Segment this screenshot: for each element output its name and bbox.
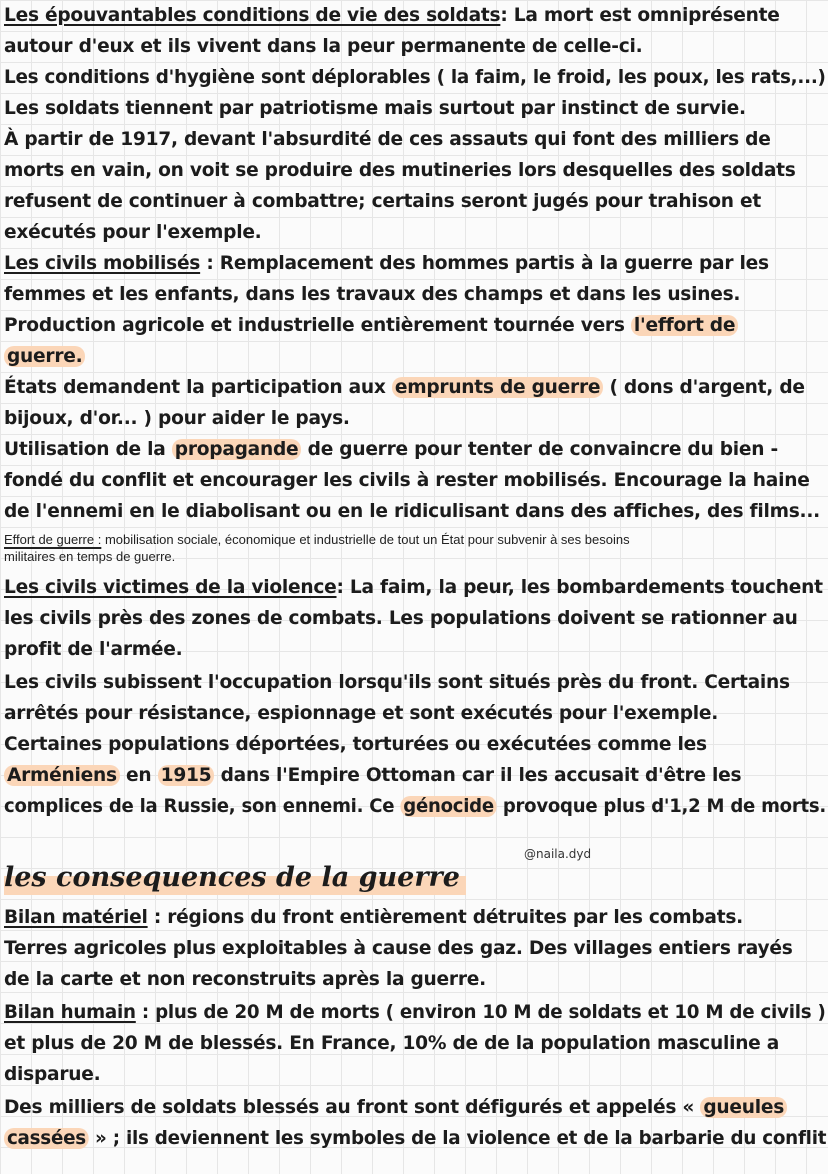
text: : Remplacement des hommes partis à la guerre par les [200, 253, 769, 274]
text: ( dons d'argent, de [603, 377, 805, 398]
line-17: de l'ennemi en le diabolisant ou en le ridiculisant dans des affiches, des films... [4, 501, 820, 522]
line-m1 [4, 902, 743, 933]
line-8: exécutés pour l'exemple. [4, 222, 262, 243]
line-19: les civils près des zones de combats. Les populations doivent se rationner au [4, 608, 798, 629]
text: La faim, la peur, les bombardements touchent [343, 577, 823, 598]
line-24 [4, 760, 741, 791]
line-25 [4, 791, 826, 822]
line-20: profit de l'armée. [4, 639, 183, 660]
heading-civils-victimes: Les civils victimes de la violence [4, 577, 337, 598]
line-16: fondé du conflit et encourager les civils à rester mobilisés. Encourage la haine [4, 470, 810, 491]
line-15 [4, 434, 778, 465]
heading-bilan-materiel: Bilan matériel [4, 907, 148, 928]
line-13 [4, 372, 805, 403]
highlight-genocide: génocide [400, 796, 496, 817]
definition-term: Effort de guerre : [4, 532, 102, 547]
text: La mort est omniprésente [507, 5, 780, 26]
highlight-guerre: guerre. [4, 346, 85, 367]
definition-line-2: militaires en temps de guerre. [4, 549, 176, 564]
line-22: arrêtés pour résistance, espionnage et sont exécutés pour l'exemple. [4, 703, 719, 724]
line-h1 [4, 997, 826, 1028]
highlight-effort-de-guerre: l'effort de [631, 315, 738, 336]
line-m3: de la carte et non reconstruits après la guerre. [4, 969, 486, 990]
line-6: morts en vain, on voit se produire des mutineries lors desquelles des soldats [4, 160, 796, 181]
line-11 [4, 310, 738, 341]
line-12 [4, 341, 85, 372]
text: Des milliers de soldats blessés au front sont défigurés et appelés « [4, 1097, 701, 1118]
line-18: Les civils victimes de la violence: La faim, la peur, les bombardements touchent [4, 577, 823, 598]
line-h2: et plus de 20 M de blessés. En France, 10% de de la population masculine a [4, 1033, 780, 1054]
line-h4 [4, 1092, 787, 1123]
highlight-armeniens: Arméniens [4, 765, 120, 786]
highlight-1915: 1915 [158, 765, 215, 786]
heading-bilan-humain: Bilan humain [4, 1002, 136, 1023]
highlight-gueules: gueules [700, 1097, 787, 1118]
definition-text: mobilisation sociale, économique et industrielle de tout un État pour subvenir à ses besoins [101, 532, 630, 547]
highlight-emprunts: emprunts de guerre [392, 377, 603, 398]
line-7: refusent de continuer à combattre; certains seront jugés pour trahison et [4, 191, 761, 212]
text: : régions du front entièrement détruites par les combats. [147, 907, 743, 928]
line-5: À partir de 1917, devant l'absurdité de ces assauts qui font des milliers de [4, 129, 771, 150]
section-title-consequences: les consequences de la guerre [4, 858, 466, 898]
line-10: femmes et les enfants, dans les travaux des champs et dans les usines. [4, 284, 741, 305]
text: en [119, 765, 158, 786]
definition-line-1 [4, 531, 630, 548]
line-23: Certaines populations déportées, torturées ou exécutées comme les [4, 734, 707, 755]
highlight-propagande: propagande [172, 439, 302, 460]
text: Utilisation de la [4, 439, 172, 460]
text: Production agricole et industrielle entièrement tournée vers [4, 315, 631, 336]
line-m2: Terres agricoles plus exploitables à cause des gaz. Des villages entiers rayés [4, 938, 793, 959]
text: : plus de 20 M de morts ( environ 10 M de soldats et 10 M de civils ) [135, 1002, 826, 1023]
line-h3: disparue. [4, 1064, 101, 1085]
author-signature: @naila.dyd [524, 847, 592, 861]
line-2: autour d'eux et ils vivent dans la peur permanente de celle-ci. [4, 36, 643, 57]
line-1: Les épouvantables conditions de vie des soldats: La mort est omniprésente [4, 5, 780, 26]
highlight-cassees: cassées [4, 1128, 89, 1149]
line-h5 [4, 1123, 826, 1154]
text: dans l'Empire Ottoman car il les accusait d'être les [214, 765, 742, 786]
text: » ; ils deviennent les symboles de la violence et de la barbarie du conflit [88, 1128, 827, 1149]
line-9 [4, 248, 769, 279]
text: États demandent la participation aux [4, 377, 392, 398]
line-14: bijoux, d'or... ) pour aider le pays. [4, 408, 350, 429]
line-21: Les civils subissent l'occupation lorsqu'ils sont situés près du front. Certains [4, 672, 790, 693]
line-3: Les conditions d'hygiène sont déplorables ( la faim, le froid, les poux, les rats,...) [4, 67, 826, 88]
heading-civils-mobilises: Les civils mobilisés [4, 253, 201, 274]
heading-conditions-soldats: Les épouvantables conditions de vie des soldats [4, 5, 501, 26]
text: provoque plus d'1,2 M de morts. [496, 796, 827, 817]
line-4: Les soldats tiennent par patriotisme mais surtout par instinct de survie. [4, 98, 746, 119]
text: de guerre pour tenter de convaincre du bien - [301, 439, 778, 460]
text: complices de la Russie, son ennemi. Ce [4, 796, 401, 817]
